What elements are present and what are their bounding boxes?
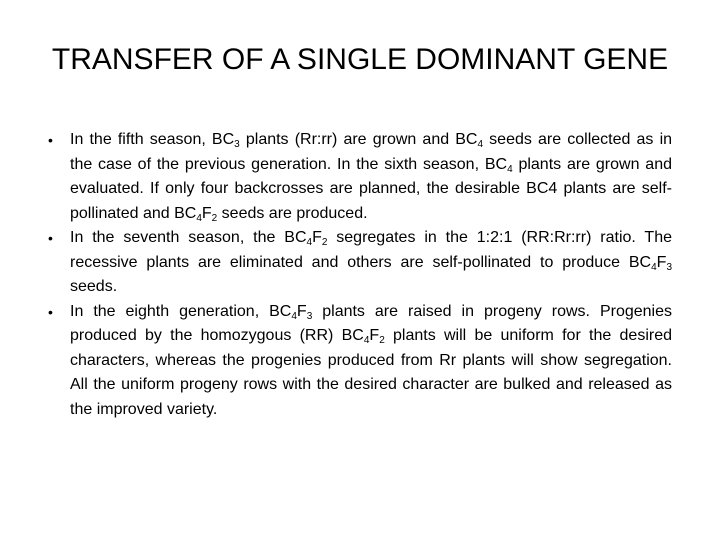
subscript: 3: [666, 261, 672, 273]
bullet-list: [48, 128, 672, 422]
subscript: 2: [321, 237, 328, 248]
text-run: segregates in the 1:2:1 (RR:Rr:rr) ratio. The recessive plants are eliminated and others are self-pollinated to produce BC: [70, 229, 673, 271]
bullet-text: [70, 303, 672, 418]
text-run: F: [656, 253, 667, 271]
text-run: plants are raised in progeny rows. Progenies produced by the homozygous (RR) BC: [70, 302, 673, 344]
text-run: plants are grown and evaluated. If only four backcrosses are planned, the desirable BC4 plants are self-pollinated and BC: [70, 155, 672, 222]
text-run: plants will be uniform for the desired characters, whereas the progenies produced from Rr plants will show segregation. All the uniform progeny rows with the desired character are bulked and released as the improved variety.: [70, 327, 673, 418]
subscript: 2: [379, 335, 385, 346]
text-run: In the fifth season, BC: [70, 131, 235, 148]
text-run: F: [369, 327, 380, 344]
text-run: seeds are produced.: [217, 204, 368, 222]
text-run: seeds are collected as in the case of the previous generation. In the sixth season, BC: [70, 131, 673, 173]
bullet-dot-icon: •: [48, 132, 53, 148]
subscript: 4: [507, 163, 513, 175]
text-run: In the seventh season, the BC: [70, 229, 307, 246]
bullet-item: [48, 226, 672, 300]
bullet-item: [48, 300, 672, 423]
text-run: In the eighth generation, BC: [70, 302, 292, 320]
bullet-dot-icon: •: [48, 230, 53, 246]
subscript: 3: [234, 139, 240, 150]
subscript: 2: [211, 212, 218, 224]
bullet-item: [48, 128, 672, 226]
subscript: 4: [477, 139, 484, 150]
bullet-dot-icon: •: [48, 303, 53, 320]
slide-title: TRANSFER OF A SINGLE DOMINANT GENE: [51, 43, 669, 76]
text-run: plants (Rr:rr) are grown and BC: [239, 131, 478, 148]
subscript: 4: [363, 335, 370, 346]
subscript: 3: [306, 310, 313, 322]
bullet-text: [70, 131, 672, 222]
text-run: F: [296, 302, 307, 320]
subscript: 4: [196, 212, 202, 224]
text-run: seeds.: [70, 278, 118, 295]
text-run: F: [201, 204, 212, 222]
subscript: 4: [651, 261, 657, 273]
bullet-text: [70, 229, 672, 295]
subscript: 4: [291, 310, 297, 322]
subscript: 4: [306, 237, 313, 248]
text-run: F: [312, 229, 322, 246]
